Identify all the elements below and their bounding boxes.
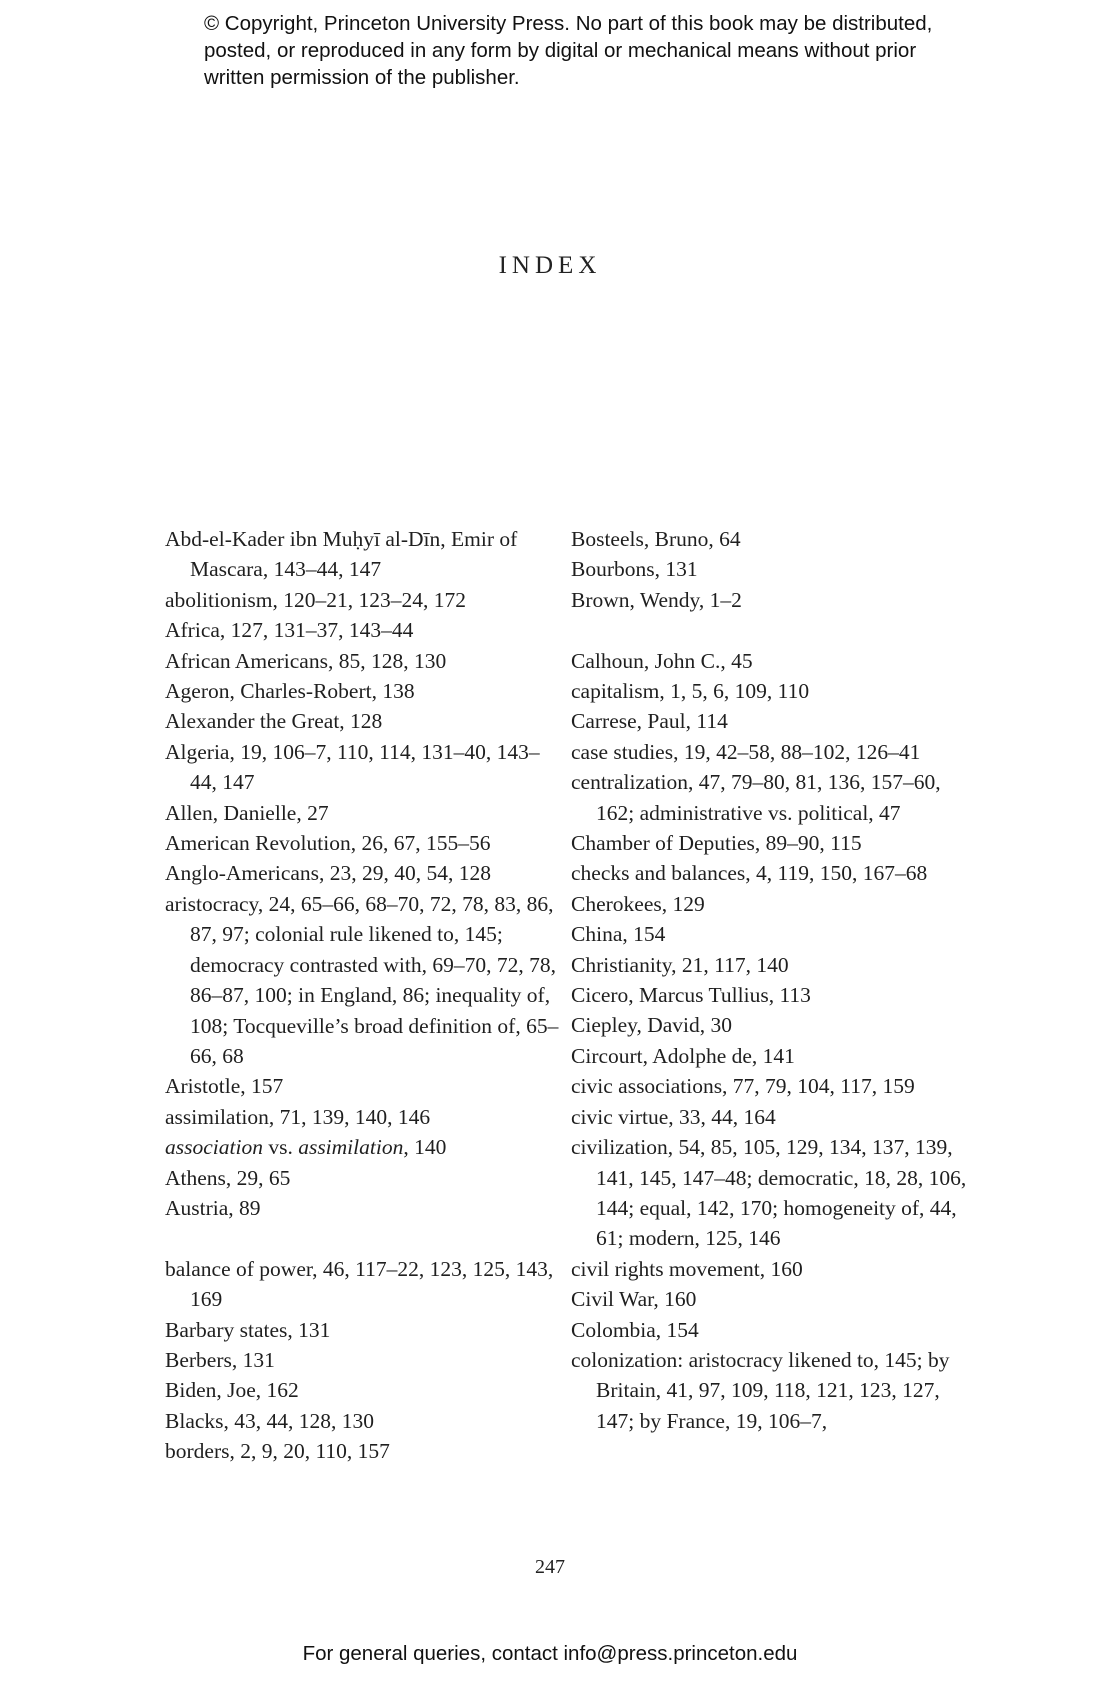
index-entry: Colombia, 154 bbox=[571, 1317, 699, 1342]
index-entry: assimilation, 71, 139, 140, 146 bbox=[165, 1104, 431, 1129]
index-entry: Ciepley, David, 30 bbox=[571, 1013, 733, 1038]
index-entry: Austria, 89 bbox=[165, 1195, 261, 1220]
index-entry: Circourt, Adolphe de, 141 bbox=[571, 1043, 795, 1068]
index-entry: African Americans, 85, 128, 130 bbox=[165, 648, 447, 673]
index-entry: Anglo-Americans, 23, 29, 40, 54, 128 bbox=[165, 861, 492, 886]
index-entry: capitalism, 1, 5, 6, 109, 110 bbox=[571, 679, 810, 704]
index-entry: Aristotle, 157 bbox=[165, 1074, 284, 1099]
page-title: INDEX bbox=[498, 252, 602, 279]
italic-term: association bbox=[165, 1135, 263, 1160]
index-entry: civilization, 54, 85, 105, 129, 134, 137, 139, 141, 145, 147–48; democratic, 18, 28, 106, 144; equal, 142, 170; homogeneity of, 44, 61; modern, 125, 146 bbox=[571, 1135, 967, 1251]
index-entry: Biden, Joe, 162 bbox=[165, 1378, 299, 1403]
index-entry: Alexander the Great, 128 bbox=[165, 709, 383, 734]
contact-footer: For general queries, contact info@press.princeton.edu bbox=[302, 1642, 798, 1665]
copyright-notice: © Copyright, Princeton University Press. No part of this book may be distributed, posted, or reproduced in any form by digital or mechanical means without prior written permission of the publisher. bbox=[204, 12, 933, 89]
italic-term: assimilation bbox=[298, 1135, 404, 1160]
index-entry: Africa, 127, 131–37, 143–44 bbox=[165, 618, 414, 643]
index-entry: Barbary states, 131 bbox=[165, 1317, 331, 1342]
index-entry: colonization: aristocracy likened to, 145; by Britain, 41, 97, 109, 118, 121, 123, 127, 147; by France, 19, 106–7, bbox=[571, 1347, 950, 1433]
index-entry: Civil War, 160 bbox=[571, 1287, 697, 1312]
index-entry: aristocracy, 24, 65–66, 68–70, 72, 78, 83, 86, 87, 97; colonial rule likened to, 145; democracy contrasted with, 69–70, 72, 78, 86–87, 100; in England, 86; inequality of, 108; Tocqueville’s broad definition of, 65–66, 68 bbox=[165, 891, 559, 1068]
entry-text: vs. bbox=[262, 1135, 299, 1160]
index-entry: balance of power, 46, 117–22, 123, 125, 143, 169 bbox=[165, 1256, 554, 1312]
index-entry: China, 154 bbox=[571, 922, 666, 947]
index-entry: civil rights movement, 160 bbox=[571, 1256, 803, 1281]
index-entry: Carrese, Paul, 114 bbox=[571, 709, 728, 734]
index-entry: checks and balances, 4, 119, 150, 167–68 bbox=[571, 861, 928, 886]
index-entry: Christianity, 21, 117, 140 bbox=[571, 952, 789, 977]
index-entry: Calhoun, John C., 45 bbox=[571, 648, 753, 673]
index-right-column bbox=[571, 524, 971, 1436]
index-entry: American Revolution, 26, 67, 155–56 bbox=[165, 831, 491, 856]
entry-pages: , 140 bbox=[403, 1135, 447, 1160]
index-entry: Brown, Wendy, 1–2 bbox=[571, 587, 742, 612]
index-entry: Ageron, Charles-Robert, 138 bbox=[165, 679, 415, 704]
index-entry: abolitionism, 120–21, 123–24, 172 bbox=[165, 587, 466, 612]
index-entry: civic associations, 77, 79, 104, 117, 159 bbox=[571, 1074, 915, 1099]
index-entry: case studies, 19, 42–58, 88–102, 126–41 bbox=[571, 739, 921, 764]
index-entry: civic virtue, 33, 44, 164 bbox=[571, 1104, 776, 1129]
index-entry: Algeria, 19, 106–7, 110, 114, 131–40, 143–44, 147 bbox=[165, 739, 540, 795]
index-entry: Cherokees, 129 bbox=[571, 891, 705, 916]
index-entry: Berbers, 131 bbox=[165, 1347, 275, 1372]
index-entry: Abd-el-Kader ibn Muḥyī al-Dīn, Emir of Mascara, 143–44, 147 bbox=[165, 527, 518, 582]
index-entry: Cicero, Marcus Tullius, 113 bbox=[571, 983, 811, 1008]
index-entry: Blacks, 43, 44, 128, 130 bbox=[165, 1408, 375, 1433]
index-entry: Bourbons, 131 bbox=[571, 557, 698, 582]
index-entry: centralization, 47, 79–80, 81, 136, 157–60, 162; administrative vs. political, 47 bbox=[571, 770, 941, 825]
page-number: 247 bbox=[535, 1556, 565, 1578]
index-entry: borders, 2, 9, 20, 110, 157 bbox=[165, 1439, 390, 1464]
index-entry: Bosteels, Bruno, 64 bbox=[571, 527, 741, 551]
index-entry: Athens, 29, 65 bbox=[165, 1165, 291, 1190]
index-entry: Allen, Danielle, 27 bbox=[165, 800, 329, 825]
index-entry-association bbox=[165, 1132, 565, 1162]
index-entry: Chamber of Deputies, 89–90, 115 bbox=[571, 831, 862, 856]
index-left-column bbox=[165, 524, 565, 1467]
